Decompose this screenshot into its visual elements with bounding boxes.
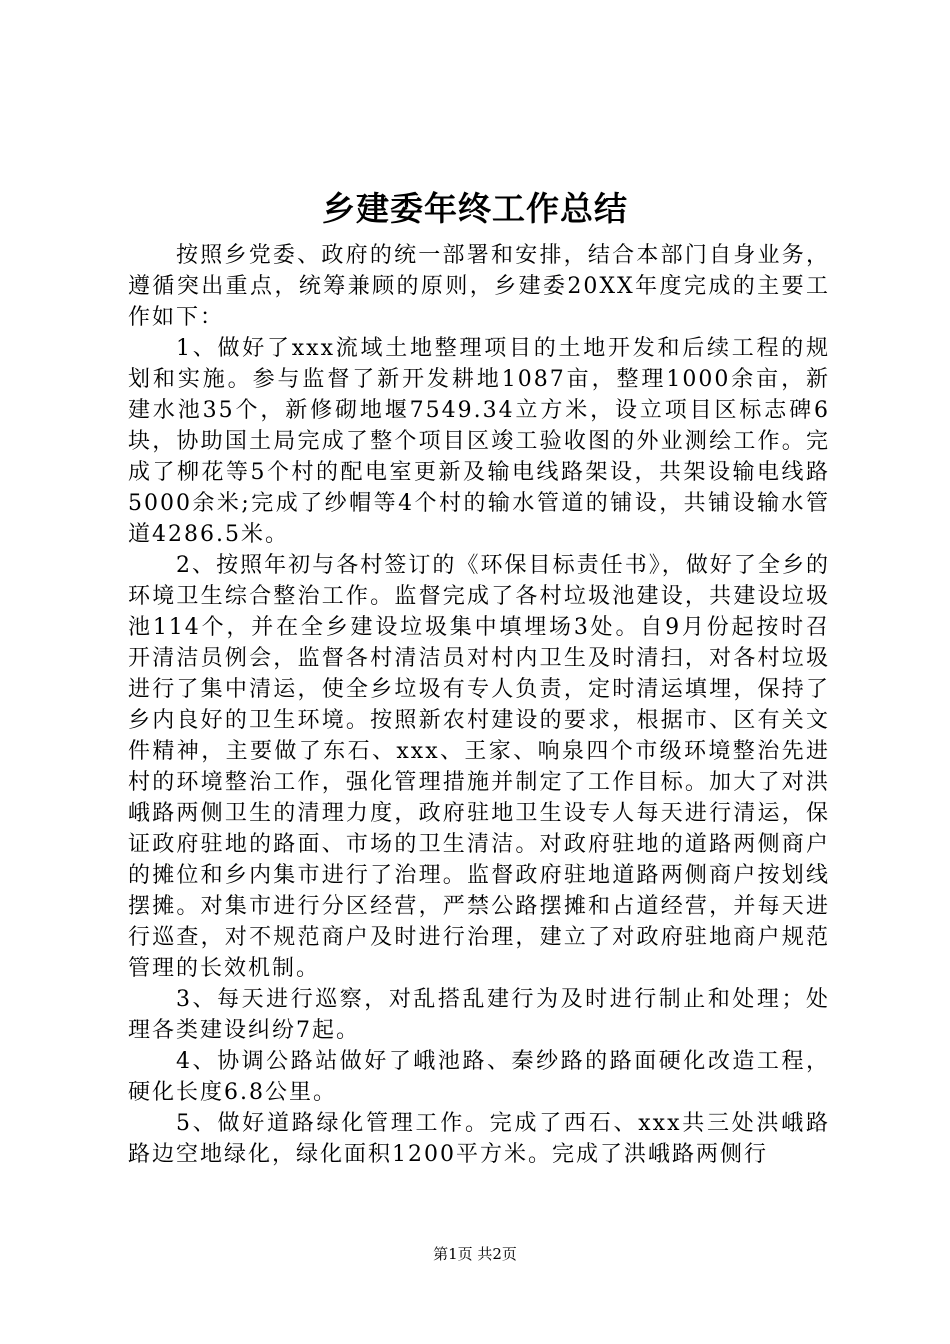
paragraph-item-5: 5、做好道路绿化管理工作。完成了西石、xxx共三处洪峨路路边空地绿化，绿化面积1200平方米。完成了洪峨路两侧行 (128, 1111, 830, 1167)
paragraph-intro: 按照乡党委、政府的统一部署和安排，结合本部门自身业务，遵循突出重点，统筹兼顾的原则，乡建委20XX年度完成的主要工作如下： (128, 243, 830, 330)
paragraph-item-2: 2、按照年初与各村签订的《环保目标责任书》，做好了全乡的环境卫生综合整治工作。监督完成了各村垃圾池建设，共建设垃圾池114个，并在全乡建设垃圾集中填埋场3处。自9月份起按时召开清洁员例会，监督各村清洁员对村内卫生及时清扫，对各村垃圾进行了集中清运，使全乡垃圾有专人负责，定时清运填埋，保持了乡内良好的卫生环境。按照新农村建设的要求，根据市、区有关文件精神，主要做了东石、xxx、王家、响泉四个市级环境整治先进村的环境整治工作，强化管理措施并制定了工作目标。加大了对洪峨路两侧卫生的清理力度，政府驻地卫生设专人每天进行清运，保证政府驻地的路面、市场的卫生清洁。对政府驻地的道路两侧商户的摊位和乡内集市进行了治理。监督政府驻地道路两侧商户按划线摆摊。对集市进行分区经营，严禁公路摆摊和占道经营，并每天进行巡查，对不规范商户及时进行治理，建立了对政府驻地商户规范管理的长效机制。 (128, 553, 830, 981)
paragraph-item-4: 4、协调公路站做好了峨池路、秦纱路的路面硬化改造工程，硬化长度6.8公里。 (128, 1049, 830, 1105)
document-title: 乡建委年终工作总结 (322, 189, 628, 228)
paragraph-item-3: 3、每天进行巡察，对乱搭乱建行为及时进行制止和处理；处理各类建设纠纷7起。 (128, 987, 830, 1043)
document-body (128, 240, 830, 1170)
page-number-footer: 第1页 共2页 (433, 1245, 517, 1263)
paragraph-item-1: 1、做好了xxx流域土地整理项目的土地开发和后续工程的规划和实施。参与监督了新开发耕地1087亩，整理1000余亩，新建水池35个，新修砌地堰7549.34立方米，设立项目区标志碑6块，协助国土局完成了整个项目区竣工验收图的外业测绘工作。完成了柳花等5个村的配电室更新及输电线路架设，共架设输电线路5000余米;完成了纱帽等4个村的输水管道的铺设，共铺设输水管道4286.5米。 (128, 336, 830, 547)
